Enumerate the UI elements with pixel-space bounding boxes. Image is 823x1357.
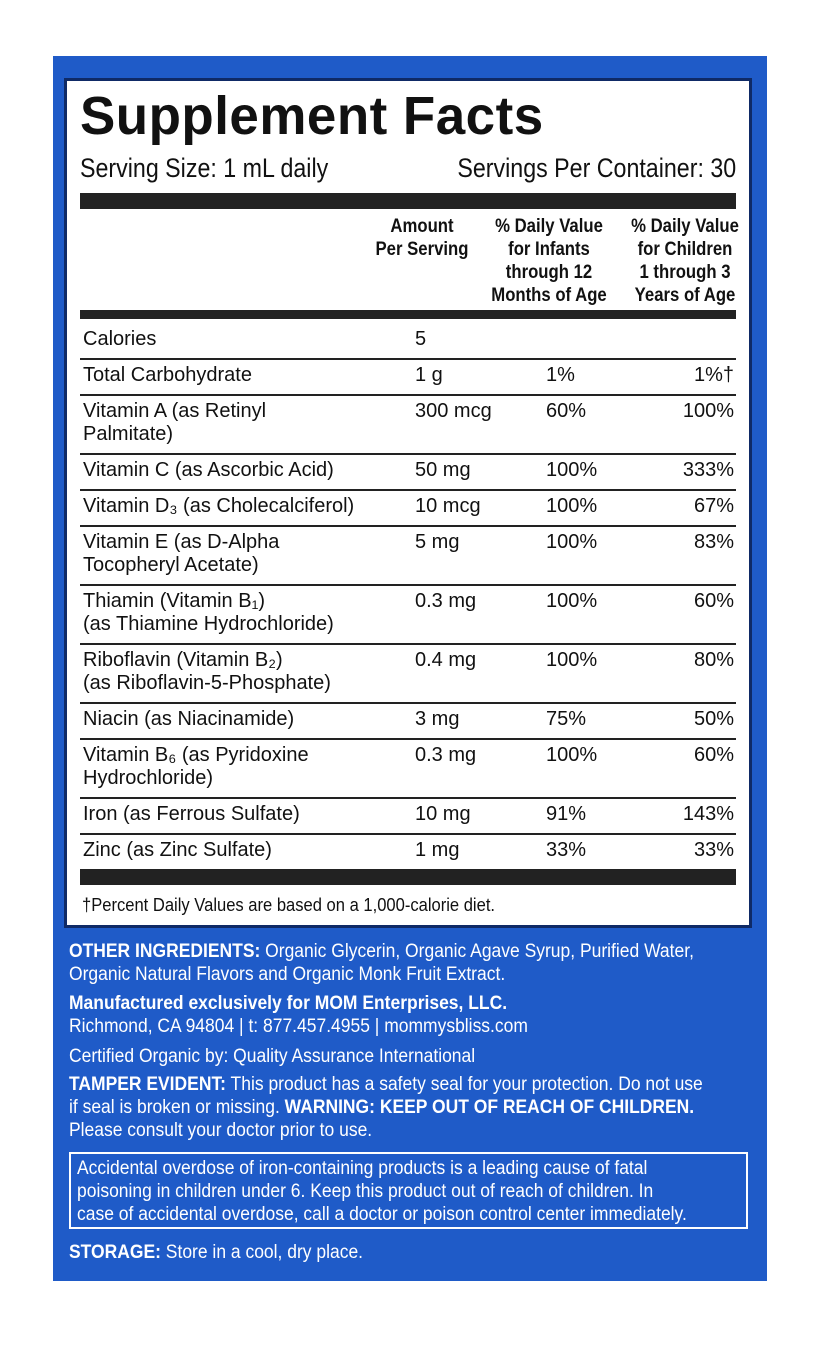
nutrient-name: Vitamin E (as D-Alpha Tocopheryl Acetate) (83, 531, 280, 576)
overdose-warning-line-3: case of accidental overdose, call a doctor or poison control center immediately. (77, 1204, 687, 1225)
top-divider-bar (80, 193, 736, 209)
servings-per-container: Servings Per Container: 30 (457, 153, 736, 183)
dv-children: 60% (693, 590, 734, 612)
dv-infants: 33% (546, 839, 587, 861)
manufactured-by: Manufactured exclusively for MOM Enterprises, LLC. (69, 993, 508, 1014)
manufacturer-address: Richmond, CA 94804 | t: 877.457.4955 | mommysbliss.com (69, 1016, 528, 1037)
serving-size: Serving Size: 1 mL daily (80, 153, 329, 183)
certified-organic-text: Certified Organic by: Quality Assurance International (69, 1046, 476, 1067)
amount-per-serving: 50 mg (415, 459, 471, 481)
dv-infants: 100% (546, 649, 598, 671)
bottom-divider-bar (80, 869, 736, 885)
dv-infants: 100% (546, 744, 598, 766)
daily-value-footnote: †Percent Daily Values are based on a 1,000-calorie diet. (82, 895, 496, 915)
table-row (80, 797, 736, 835)
amount-per-serving: 5 mg (415, 531, 460, 553)
dv-children: 33% (693, 839, 734, 861)
dv-children: 67% (693, 495, 734, 517)
table-row (80, 643, 736, 704)
table-row (80, 702, 736, 740)
amount-per-serving: 1 mg (415, 839, 460, 861)
dv-children: 1%† (693, 364, 734, 386)
iron-overdose-warning-box (69, 1152, 748, 1229)
dv-children: 100% (682, 400, 734, 422)
dv-infants: 100% (546, 590, 598, 612)
dv-infants: 100% (546, 531, 598, 553)
table-row (80, 584, 736, 645)
overdose-warning-line-1: Accidental overdose of iron-containing products is a leading cause of fatal (77, 1158, 648, 1179)
dv-infants: 60% (546, 400, 587, 422)
table-row (80, 525, 736, 586)
dv-children: 50% (693, 708, 734, 730)
storage-label: STORAGE: (69, 1242, 161, 1263)
amount-per-serving: 5 (415, 328, 427, 350)
table-row (80, 394, 736, 455)
manufacturer-info (69, 992, 759, 1038)
tamper-warning (69, 1073, 759, 1142)
nutrient-name: Calories (83, 328, 157, 350)
tamper-evident-label: TAMPER EVIDENT: (69, 1074, 227, 1095)
nutrient-name: Niacin (as Niacinamide) (83, 708, 295, 730)
dv-children: 143% (682, 803, 734, 825)
table-row (80, 738, 736, 799)
amount-per-serving: 0.4 mg (415, 649, 477, 671)
header-amount-per-serving: Amount Per Serving (375, 216, 469, 260)
dv-children: 333% (682, 459, 734, 481)
table-row (80, 453, 736, 491)
dv-children: 83% (693, 531, 734, 553)
dv-children: 80% (693, 649, 734, 671)
dv-infants: 91% (546, 803, 587, 825)
amount-per-serving: 0.3 mg (415, 590, 477, 612)
dv-children: 60% (693, 744, 734, 766)
nutrient-name: Thiamin (Vitamin B₁) (as Thiamine Hydrochloride) (83, 590, 334, 635)
amount-per-serving: 3 mg (415, 708, 460, 730)
amount-per-serving: 10 mg (415, 803, 471, 825)
storage-info (69, 1241, 759, 1264)
other-ingredients-text-2: Organic Natural Flavors and Organic Monk Fruit Extract. (69, 964, 506, 985)
dv-infants: 100% (546, 459, 598, 481)
keep-out-of-reach-warning: WARNING: KEEP OUT OF REACH OF CHILDREN. (284, 1097, 695, 1118)
table-row (80, 358, 736, 396)
nutrient-name: Vitamin B₆ (as Pyridoxine Hydrochloride) (83, 744, 309, 789)
nutrient-name: Zinc (as Zinc Sulfate) (83, 839, 272, 861)
certification (69, 1045, 759, 1068)
other-ingredients-label: OTHER INGREDIENTS: (69, 941, 261, 962)
amount-per-serving: 300 mcg (415, 400, 492, 422)
overdose-warning-line-2: poisoning in children under 6. Keep this product out of reach of children. In (77, 1181, 654, 1202)
consult-doctor-text: Please consult your doctor prior to use. (69, 1120, 373, 1141)
table-row (80, 489, 736, 527)
other-ingredients-text-1: Organic Glycerin, Organic Agave Syrup, Purified Water, (260, 941, 694, 962)
header-dv-infants: % Daily Value for Infants through 12 Months of Age (491, 216, 607, 306)
storage-text: Store in a cool, dry place. (160, 1242, 364, 1263)
nutrient-name: Riboflavin (Vitamin B₂) (as Riboflavin-5-Phosphate) (83, 649, 331, 694)
nutrient-name: Total Carbohydrate (83, 364, 252, 386)
other-ingredients (69, 940, 759, 986)
dv-infants: 75% (546, 708, 587, 730)
supplement-facts-box (64, 78, 752, 928)
header-divider-bar (80, 310, 736, 319)
table-row (80, 833, 736, 869)
tamper-text-2: if seal is broken or missing. (69, 1097, 285, 1118)
amount-per-serving: 10 mcg (415, 495, 481, 517)
nutrient-name: Vitamin C (as Ascorbic Acid) (83, 459, 334, 481)
header-dv-children: % Daily Value for Children 1 through 3 Years of Age (631, 216, 739, 306)
nutrient-name: Iron (as Ferrous Sulfate) (83, 803, 300, 825)
amount-per-serving: 1 g (415, 364, 443, 386)
tamper-text-1: This product has a safety seal for your protection. Do not use (226, 1074, 703, 1095)
nutrient-name: Vitamin A (as Retinyl Palmitate) (83, 400, 267, 445)
dv-infants: 1% (546, 364, 575, 386)
table-row (80, 322, 736, 360)
supplement-facts-title: Supplement Facts (80, 86, 544, 146)
dv-infants: 100% (546, 495, 598, 517)
amount-per-serving: 0.3 mg (415, 744, 477, 766)
nutrient-name: Vitamin D₃ (as Cholecalciferol) (83, 495, 355, 517)
